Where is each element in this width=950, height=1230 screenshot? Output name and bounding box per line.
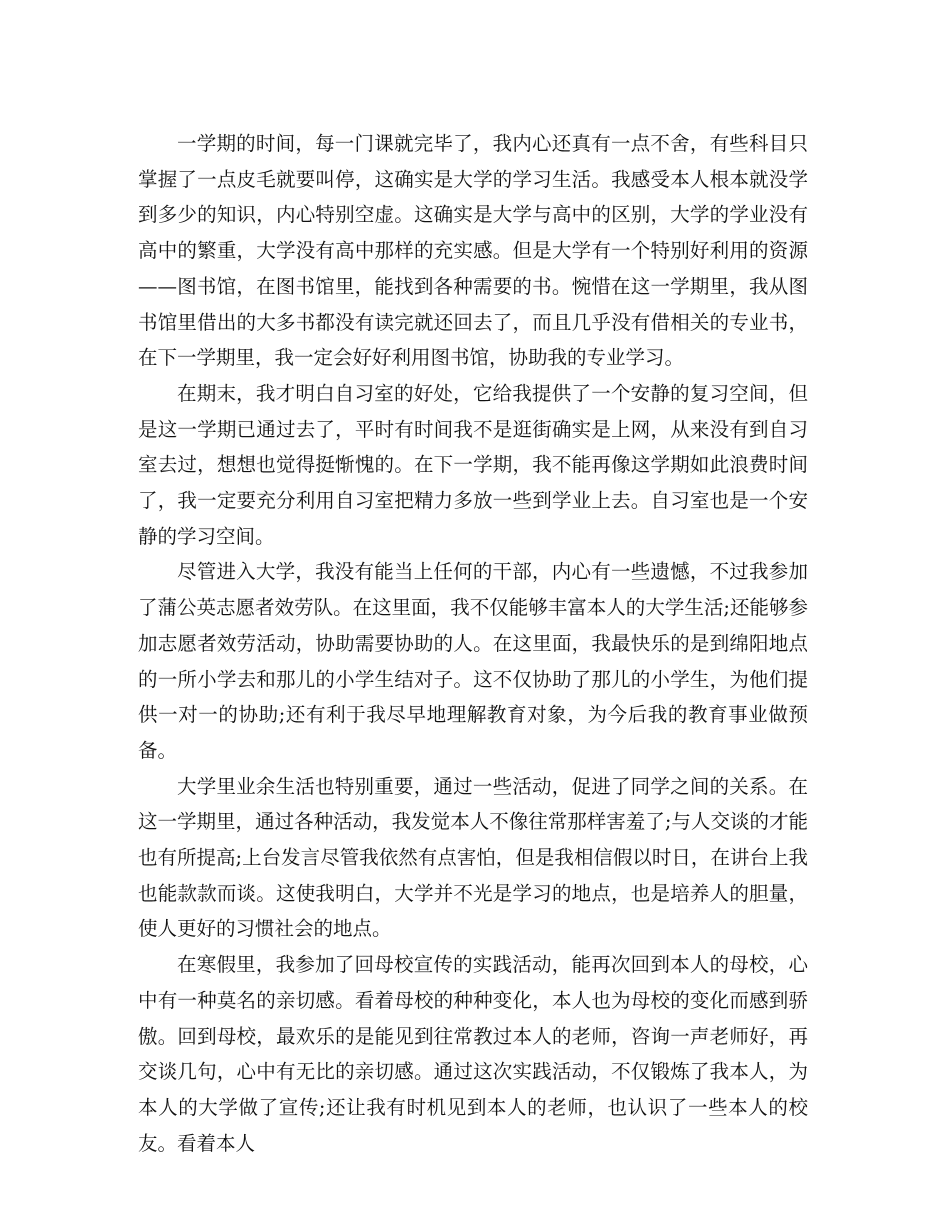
paragraph-study-room: 在期末，我才明白自习室的好处，它给我提供了一个安静的复习空间，但是这一学期已通过去了，平时有时间我不是逛街确实是上网，从来没有到自习室去过，想想也觉得挺惭愧的。在下一学期，我不能再像这学期如此浪费时间了，我一定要充分利用自习室把精力多放一些到学业上去。自习室也是一个安静的学习空间。 [138, 381, 808, 548]
paragraph-activities: 大学里业余生活也特别重要，通过一些活动，促进了同学之间的关系。在这一学期里，通过各种活动，我发觉本人不像往常那样害羞了;与人交谈的才能也有所提高;上台发言尽管我依然有点害怕，但是我相信假以时日，在讲台上我也能款款而谈。这使我明白，大学并不光是学习的地点，也是培养人的胆量，使人更好的习惯社会的地点。 [138, 774, 808, 941]
paragraph-winter-break: 在寒假里，我参加了回母校宣传的实践活动，能再次回到本人的母校，心中有一种莫名的亲切感。看着母校的种种变化，本人也为母校的变化而感到骄傲。回到母校，最欢乐的是能见到往常教过本人的老师，咨询一声老师好，再交谈几句，心中有无比的亲切感。通过这次实践活动，不仅锻炼了我本人，为本人的大学做了宣传;还让我有时机见到本人的老师，也认识了一些本人的校友。看着本人 [138, 953, 808, 1155]
document-page [138, 126, 808, 1161]
paragraph-volunteer: 尽管进入大学，我没有能当上任何的干部，内心有一些遗憾，不过我参加了蒲公英志愿者效劳队。在这里面，我不仅能够丰富本人的大学生活;还能够参加志愿者效劳活动，协助需要协助的人。在这里面，我最快乐的是到绵阳地点的一所小学去和那儿的小学生结对子。这不仅协助了那儿的小学生，为他们提供一对一的协助;还有利于我尽早地理解教育对象，为今后我的教育事业做预备。 [138, 560, 808, 762]
paragraph-library: 一学期的时间，每一门课就完毕了，我内心还真有一点不舍，有些科目只掌握了一点皮毛就要叫停，这确实是大学的学习生活。我感受本人根本就没学到多少的知识，内心特别空虚。这确实是大学与高中的区别，大学的学业没有高中的繁重，大学没有高中那样的充实感。但是大学有一个特别好利用的资源——图书馆，在图书馆里，能找到各种需要的书。惋惜在这一学期里，我从图书馆里借出的大多书都没有读完就还回去了，而且几乎没有借相关的专业书，在下一学期里，我一定会好好利用图书馆，协助我的专业学习。 [138, 132, 808, 370]
